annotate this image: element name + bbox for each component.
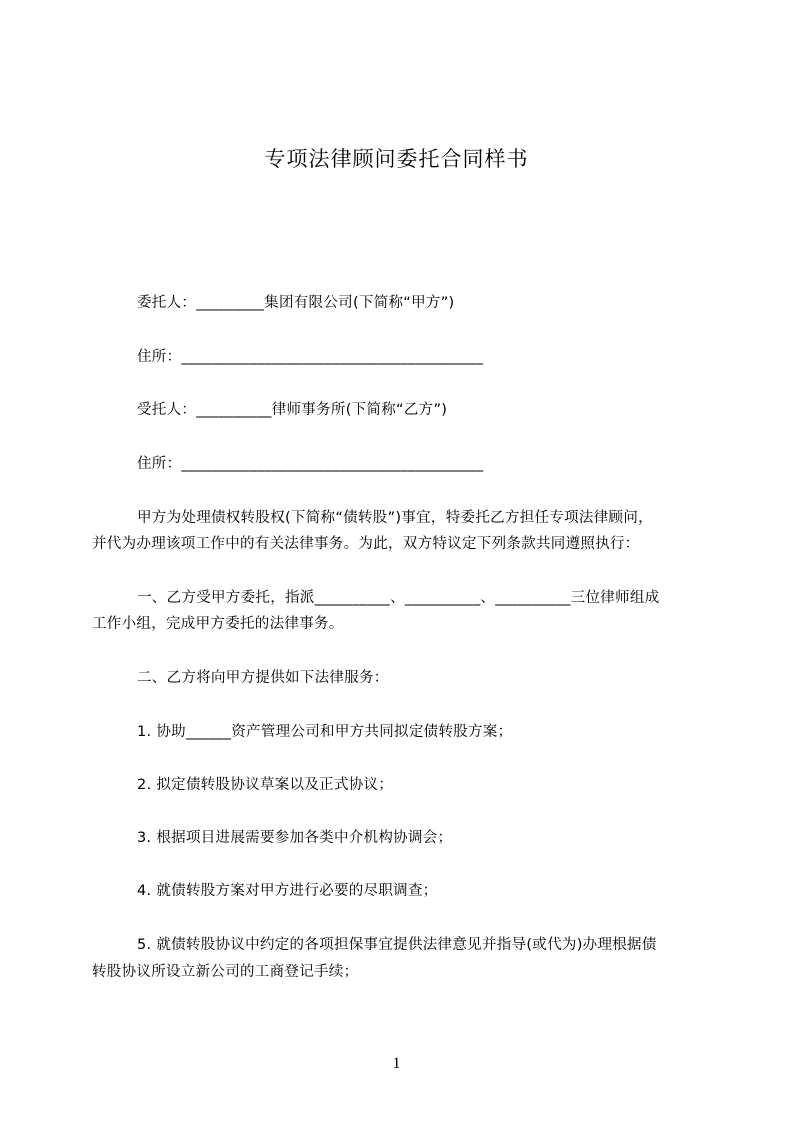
- clause-1-line-2: 工作小组，完成甲方委托的法律事务。: [92, 616, 344, 632]
- clause-1-line-1: 一、乙方受甲方委托，指派__________、__________、__________三位律师组成: [137, 590, 660, 606]
- page-number: 1: [392, 1055, 401, 1072]
- service-item-1: 1. 协助______资产管理公司和甲方共同拟定债转股方案；: [137, 724, 513, 740]
- service-item-3: 3. 根据项目进展需要参加各类中介机构协调会；: [137, 830, 453, 846]
- document-title: 专项法律顾问委托合同样书: [264, 147, 529, 171]
- intro-paragraph-line-2: 并代为办理该项工作中的有关法律事务。为此，双方特议定下列条款共同遵照执行：: [92, 536, 640, 552]
- client-address-line: 住所：________________________________________: [137, 349, 484, 365]
- service-item-5-line-1: 5. 就债转股协议中约定的各项担保事宜提供法律意见并指导(或代为)办理根据债: [137, 937, 657, 953]
- client-line: 委托人：_________集团有限公司(下简称“甲方”): [137, 295, 455, 311]
- service-item-5-line-2: 转股协议所设立新公司的工商登记手续；: [92, 964, 359, 980]
- intro-paragraph-line-1: 甲方为处理债权转股权(下简称“债转股”)事宜，特委托乙方担任专项法律顾问，: [137, 510, 653, 526]
- clause-2-heading: 二、乙方将向甲方提供如下法律服务：: [137, 670, 389, 686]
- service-item-4: 4. 就债转股方案对甲方进行必要的尽职调查；: [137, 883, 438, 899]
- service-item-2: 2. 拟定债转股协议草案以及正式协议；: [137, 777, 394, 793]
- agent-line: 受托人：__________律师事务所(下简称“乙方”): [137, 402, 448, 418]
- agent-address-line: 住所：________________________________________: [137, 456, 484, 472]
